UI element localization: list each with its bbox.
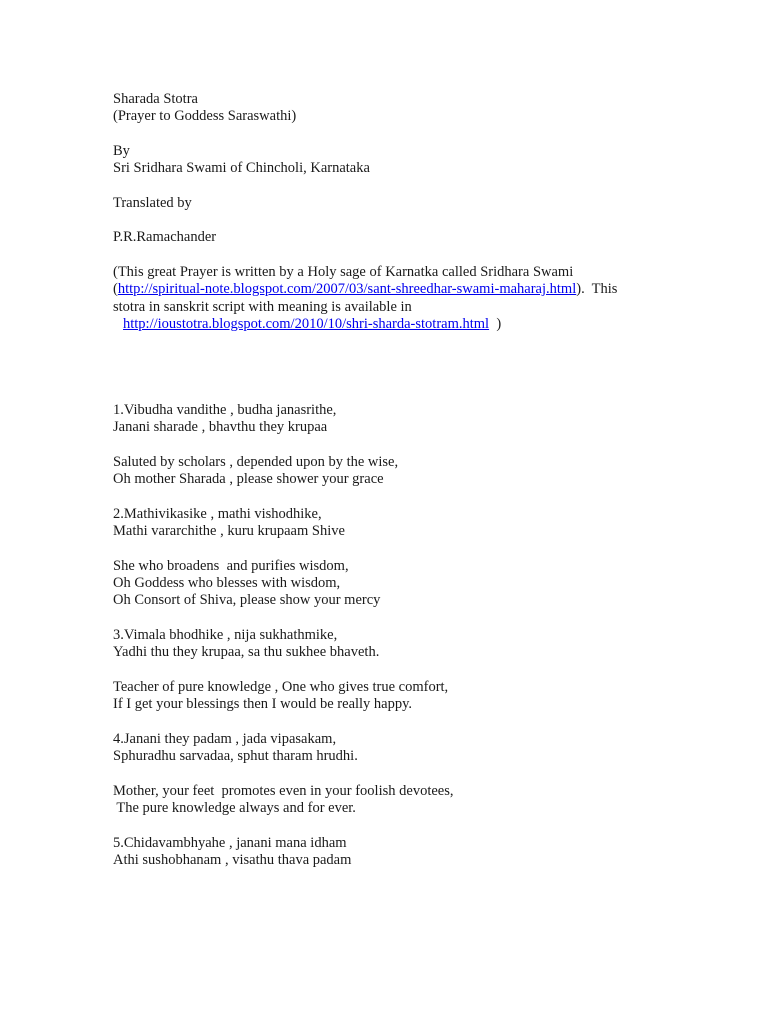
intro-line-1: (This great Prayer is written by a Holy sage of Karnatka called Sridhara Swami (113, 263, 574, 280)
spacer (113, 541, 753, 558)
spacer (113, 765, 753, 782)
verse-meaning-line: Saluted by scholars , depended upon by the wise, (113, 454, 399, 471)
spacer (113, 662, 753, 679)
intro-paren-close: ) (489, 315, 502, 332)
verse-meaning-line: Oh Goddess who blesses with wisdom, (113, 575, 341, 592)
verses-section (113, 402, 753, 869)
verse-meaning-line: Oh Consort of Shiva, please show your mercy (113, 592, 381, 609)
verse-sanskrit-line: 4.Janani they padam , jada vipasakam, (113, 730, 337, 747)
verse-block (113, 627, 753, 731)
verse-block (113, 402, 753, 506)
verse-block (113, 731, 753, 835)
verse-meaning-line: The pure knowledge always and for ever. (113, 799, 356, 816)
intro-line-2-suffix: ). This (576, 281, 618, 298)
verse-block (113, 835, 753, 870)
document-body (113, 91, 753, 869)
spacer (113, 126, 753, 143)
spacer (113, 333, 753, 402)
spacer (113, 177, 753, 194)
ioustotra-link[interactable]: http://ioustotra.blogspot.com/2010/10/shri-sharda-stotram.html (123, 315, 490, 332)
spiritual-note-link[interactable]: http://spiritual-note.blogspot.com/2007/03/sant-shreedhar-swami-maharaj.html (117, 281, 577, 298)
doc-title: Sharada Stotra (113, 91, 198, 107)
intro-line-3: stotra in sanskrit script with meaning is available in (113, 298, 412, 315)
doc-subtitle: (Prayer to Goddess Saraswathi) (113, 108, 297, 125)
verse-sanskrit-line: 1.Vibudha vandithe , budha janasrithe, (113, 402, 337, 419)
spacer (113, 714, 753, 731)
verse-sanskrit-line: Sphuradhu sarvadaa, sphut tharam hrudhi. (113, 748, 358, 765)
spacer (113, 489, 753, 506)
verse-sanskrit-line: Yadhi thu they krupaa, sa thu sukhee bhaveth. (113, 644, 380, 661)
spacer (113, 212, 753, 229)
verse-block (113, 506, 753, 627)
spacer (113, 610, 753, 627)
verse-sanskrit-line: Athi sushobhanam , visathu thava padam (113, 851, 352, 868)
verse-meaning-line: Oh mother Sharada , please shower your grace (113, 471, 384, 488)
spacer (113, 437, 753, 454)
translated-label: Translated by (113, 194, 192, 211)
verse-meaning-line: She who broadens and purifies wisdom, (113, 557, 349, 574)
intro-line-4 (113, 316, 753, 333)
spacer (113, 247, 753, 264)
author-line: Sri Sridhara Swami of Chincholi, Karnataka (113, 160, 370, 177)
spacer (113, 817, 753, 834)
intro-paren-open: ( (113, 281, 118, 298)
verse-meaning-line: Mother, your feet promotes even in your foolish devotees, (113, 782, 454, 799)
by-label: By (113, 142, 130, 159)
verse-sanskrit-line: 3.Vimala bhodhike , nija sukhathmike, (113, 627, 338, 644)
verse-meaning-line: Teacher of pure knowledge , One who gives true comfort, (113, 678, 449, 695)
verse-sanskrit-line: 2.Mathivikasike , mathi vishodhike, (113, 505, 322, 522)
verse-sanskrit-line: Janani sharade , bhavthu they krupaa (113, 419, 328, 436)
translator-line: P.R.Ramachander (113, 229, 217, 246)
intro-line-2 (113, 281, 753, 298)
verse-meaning-line: If I get your blessings then I would be really happy. (113, 696, 413, 713)
verse-sanskrit-line: Mathi vararchithe , kuru krupaam Shive (113, 523, 345, 540)
verse-sanskrit-line: 5.Chidavambhyahe , janani mana idham (113, 834, 347, 851)
